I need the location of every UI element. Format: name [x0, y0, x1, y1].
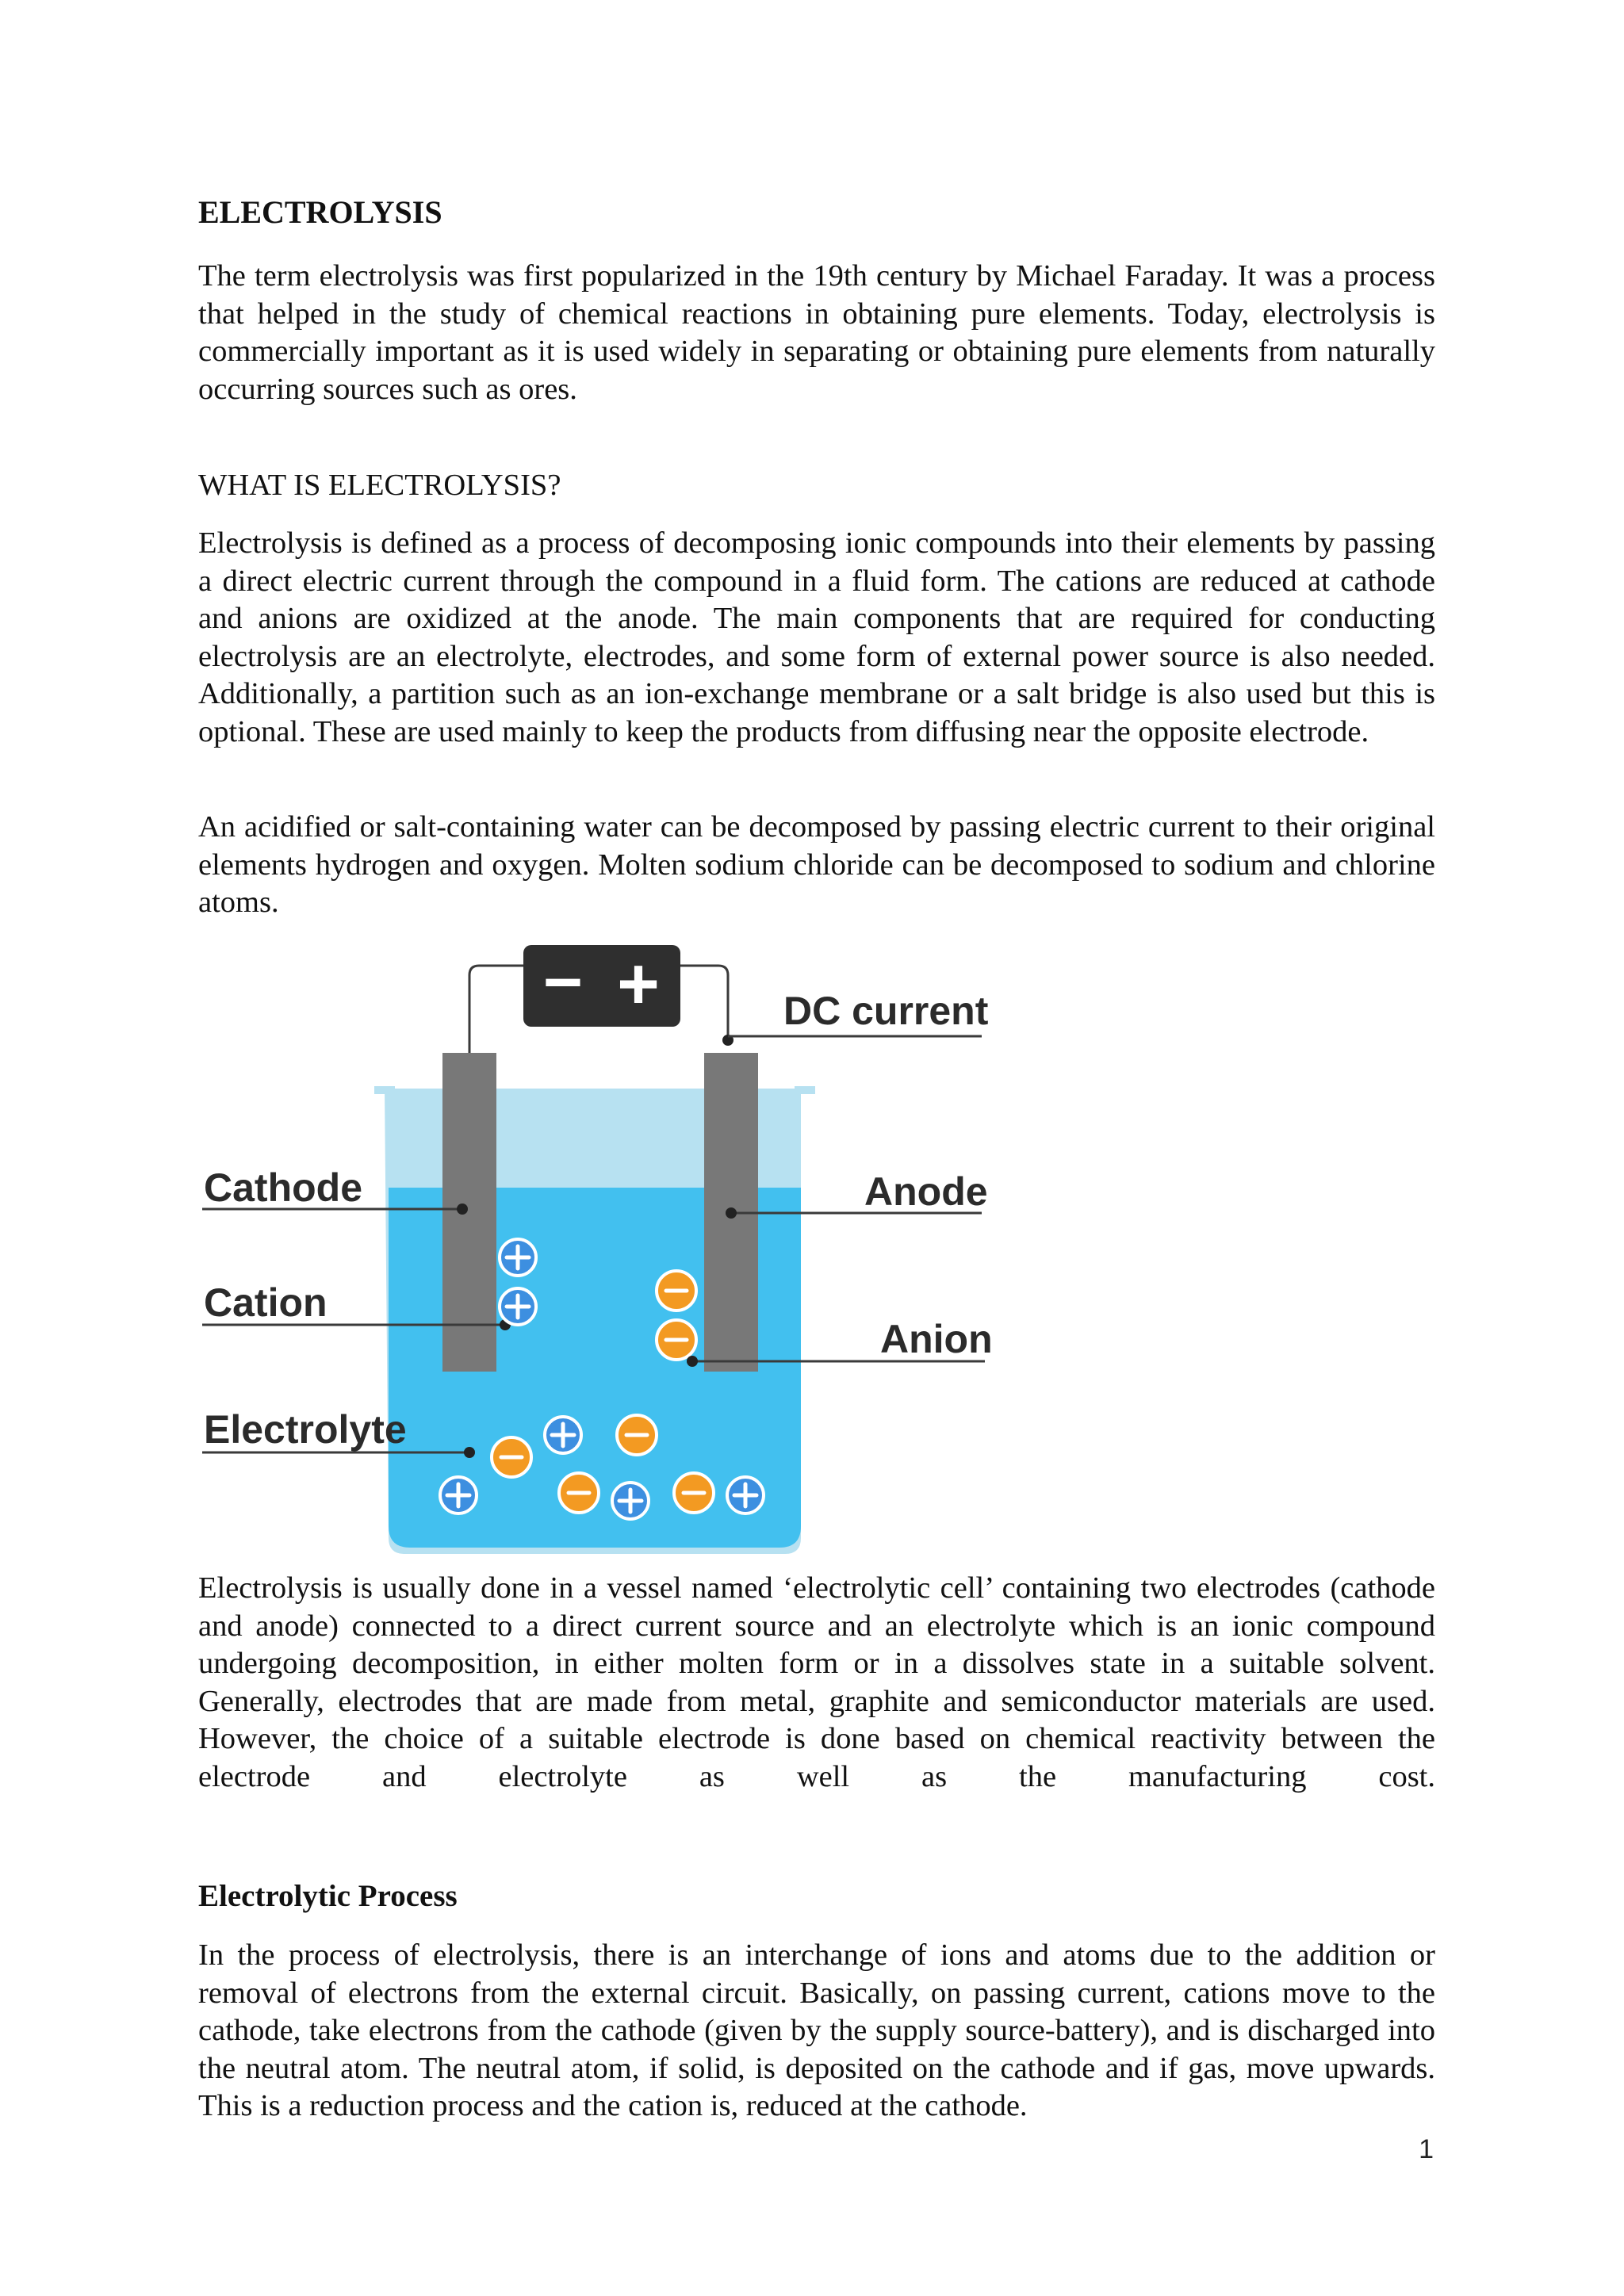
decomposition-block	[198, 809, 1435, 922]
anion-ion	[657, 1271, 696, 1311]
beaker-lip-right	[795, 1086, 815, 1094]
cathode-label: Cathode	[204, 1165, 362, 1210]
anode-leader-dot	[726, 1207, 737, 1219]
process-paragraph: In the process of electrolysis, there is an interchange of ions and atoms due to the addition or removal of electrons from the external circuit. Basically, on passing current, cations move to the cathode, take electrons from the cathode (given by the supply source-battery), and is discharged into the neutral atom. The neutral atom, if solid, is deposited on the cathode and if gas, move upwards. This is a reduction process and the cation is, reduced at the cathode.	[198, 1938, 1435, 2122]
electrolysis-diagram	[190, 936, 1007, 1554]
electrolyte-label: Electrolyte	[204, 1407, 407, 1452]
intro-paragraph: The term electrolysis was first popularized in the 19th century by Michael Faraday. It was a process that helped in the study of chemical reactions in obtaining pure elements. Today, electrolysis is commercially important as it is used widely in separating or obtaining pure elements from naturally occurring sources such as ores.	[198, 259, 1435, 406]
anode-label: Anode	[864, 1169, 988, 1214]
battery-plus: +	[617, 943, 660, 1024]
anion-ion	[559, 1473, 599, 1513]
cation-ion	[500, 1239, 536, 1276]
battery-minus: −	[542, 944, 584, 1020]
page-number: 1	[1419, 2134, 1434, 2164]
cell-description-paragraph: Electrolysis is usually done in a vessel named ‘electrolytic cell’ containing two electrodes (cathode and anode) connected to a direct current source and an electrolyte which is an ionic compound undergoing decomposition, in either molten form or in a dissolves state in a suitable solvent. Generally, electrodes that are made from metal, graphite and semiconductor materials are used. However, the choice of a suitable electrode is done based on chemical reactivity between the electrode and electrolyte as well as the manufacturing cost.	[198, 1571, 1435, 1793]
section-heading-what: WHAT IS ELECTROLYSIS?	[198, 469, 561, 502]
anion-ion	[617, 1415, 657, 1455]
battery	[523, 943, 680, 1027]
beaker-lip-left	[374, 1086, 395, 1094]
anode-wire	[680, 966, 728, 1040]
anion-leader-dot	[687, 1356, 698, 1367]
definition-paragraph: Electrolysis is defined as a process of decomposing ionic compounds into their elements by passing a direct electric current through the compound in a fluid form. The cations are reduced at cathode and anions are oxidized at the anode. The main components that are required for conducting electrolysis are an electrolyte, electrodes, and some form of external power source is also needed. Additionally, a partition such as an ion-exchange membrane or a salt bridge is also used but this is optional. These are used mainly to keep the products from diffusing near the opposite electrode.	[198, 526, 1435, 748]
anion-ion	[492, 1437, 531, 1477]
cell-description-block	[198, 1570, 1435, 1796]
anion-ion	[657, 1320, 696, 1360]
cathode-leader-dot	[457, 1203, 468, 1215]
process-block	[198, 1937, 1435, 2126]
cation-ion	[500, 1288, 536, 1325]
electrolyte-leader-dot	[464, 1447, 475, 1458]
page-title: ELECTROLYSIS	[198, 194, 442, 230]
cation-ion	[612, 1483, 649, 1519]
cation-label: Cation	[204, 1280, 327, 1325]
cation-ion	[545, 1417, 581, 1453]
intro-block	[198, 258, 1435, 408]
definition-block	[198, 525, 1435, 751]
dc-current-label: DC current	[783, 989, 989, 1033]
cation-ion	[727, 1477, 764, 1513]
anion-label: Anion	[880, 1317, 993, 1361]
section-heading-process: Electrolytic Process	[198, 1879, 458, 1913]
cation-ion	[440, 1477, 477, 1513]
cathode-wire	[469, 966, 525, 1054]
anion-ion	[674, 1473, 714, 1513]
decomposition-paragraph: An acidified or salt-containing water can be decomposed by passing electric current to their original elements hydrogen and oxygen. Molten sodium chloride can be decomposed to sodium and chlorine atoms.	[198, 810, 1435, 919]
